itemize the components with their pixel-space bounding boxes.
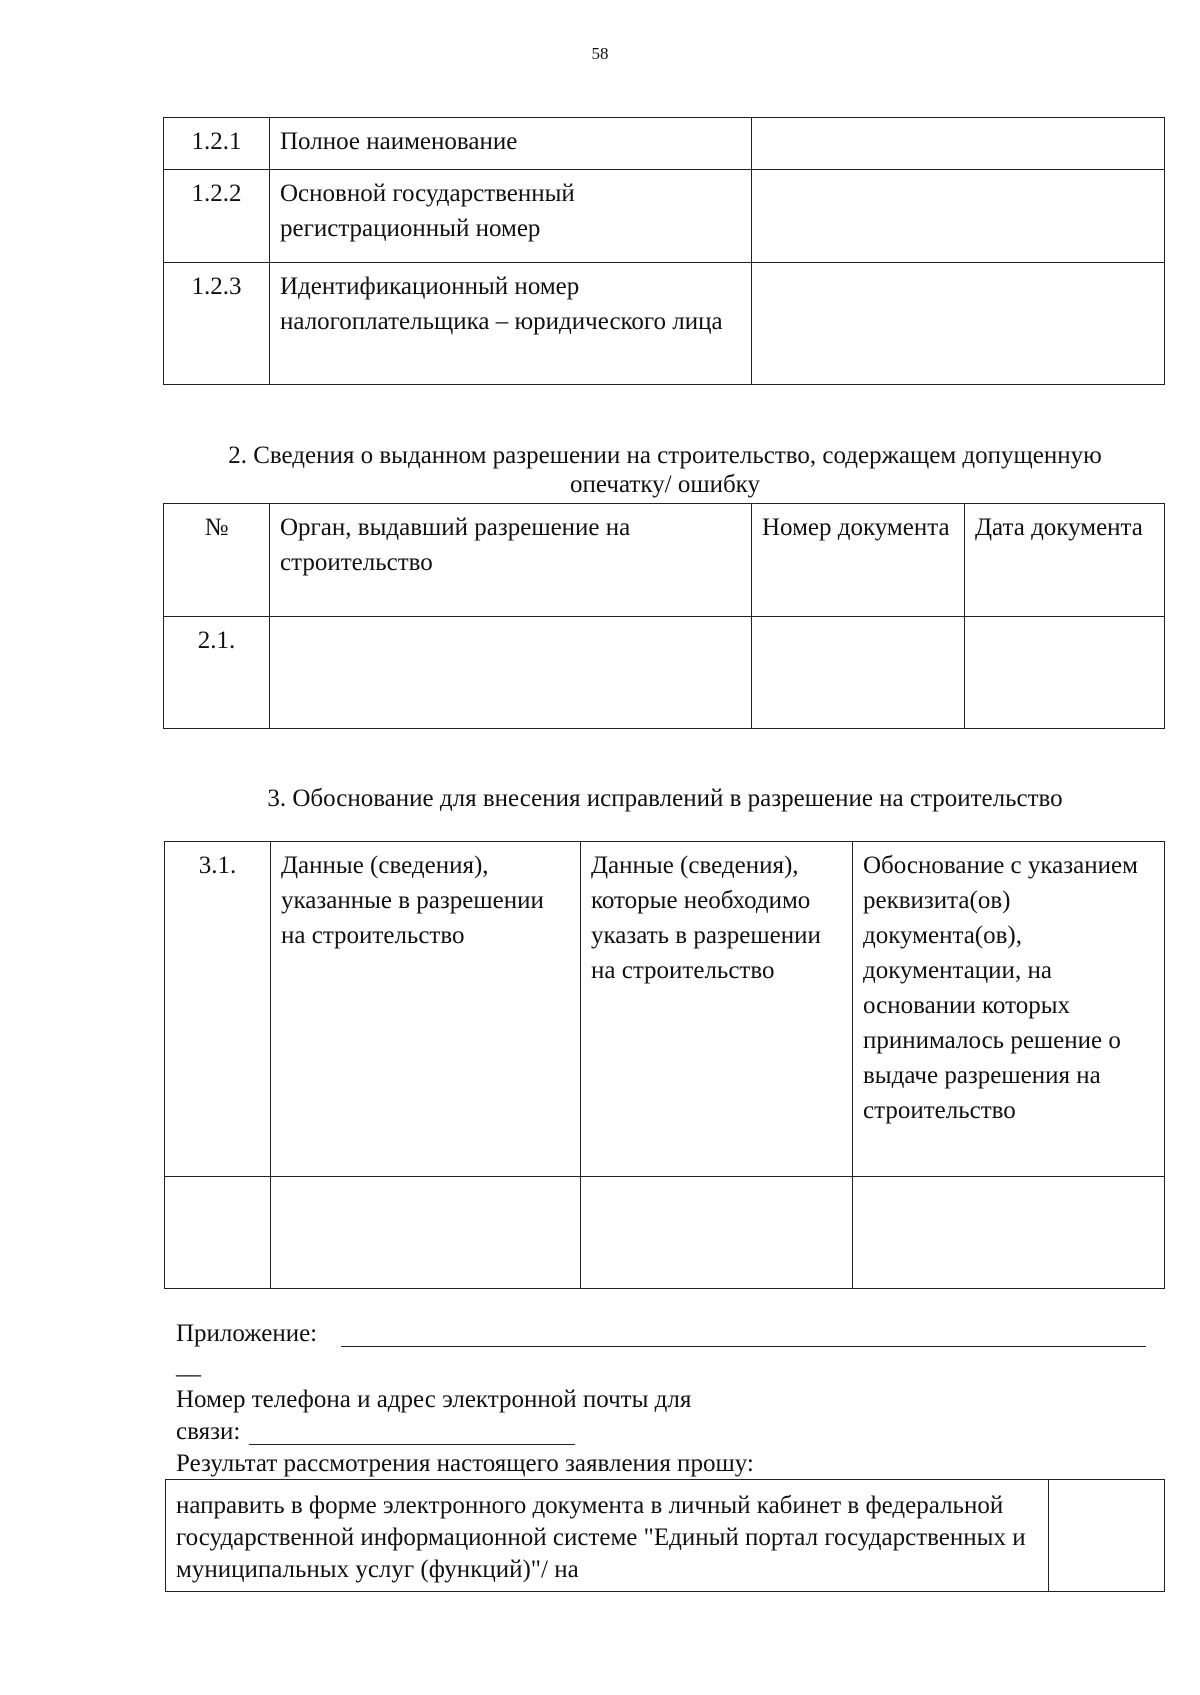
contact-input-line[interactable] xyxy=(249,1444,575,1445)
correction-grounds-table xyxy=(164,841,1165,1289)
column-header-justification: Обоснование с указанием реквизита(ов) документа(ов), документации, на основании которых принималось решение о выдаче разрешения на строительство xyxy=(853,842,1165,1177)
doc-number-cell[interactable] xyxy=(752,617,965,729)
result-option-checkbox[interactable] xyxy=(1049,1480,1165,1592)
value-cell[interactable] xyxy=(752,118,1165,170)
section-2-heading-line2: опечатку/ ошибку xyxy=(570,471,760,498)
column-header-number: № xyxy=(164,504,270,617)
contact-row xyxy=(176,1416,576,1450)
current-data-cell[interactable] xyxy=(271,1177,581,1289)
table-row xyxy=(164,617,1165,729)
section-2-heading-line1: 2. Сведения о выданном разрешении на строительство, содержащем допущенную xyxy=(228,442,1102,469)
contact-label: связи: xyxy=(176,1418,241,1445)
organ-cell[interactable] xyxy=(270,617,752,729)
table-row xyxy=(164,170,1165,263)
page-number: 58 xyxy=(591,44,609,63)
section-2-heading xyxy=(150,439,1180,501)
table-header-row xyxy=(165,842,1165,1177)
contact-line-1: Номер телефона и адрес электронной почты для xyxy=(176,1386,692,1413)
section-3-heading: 3. Обоснование для внесения исправлений в разрешение на строительство xyxy=(267,785,1063,812)
row-number: 2.1. xyxy=(164,617,270,729)
column-header-organ: Орган, выдавший разрешение на строительство xyxy=(270,504,752,617)
attachment-label: Приложение: xyxy=(176,1320,318,1347)
doc-date-cell[interactable] xyxy=(965,617,1165,729)
table-row xyxy=(165,1177,1165,1289)
table-row xyxy=(164,118,1165,170)
column-header-new-data: Данные (сведения), которые необходимо указать в разрешении на строительство xyxy=(581,842,853,1177)
row-label: Основной государственный регистрационный номер xyxy=(270,170,752,263)
result-option-text: направить в форме электронного документа в личный кабинет в федеральной государственной информационной системе "Единый портал государственных и муниципальных услуг (функций)"/ на xyxy=(166,1480,1049,1592)
row-number: 1.2.1 xyxy=(164,118,270,170)
column-header-doc-number: Номер документа xyxy=(752,504,965,617)
attachment-continuation: __ xyxy=(176,1352,201,1379)
row-label: Идентификационный номер налогоплательщика – юридического лица xyxy=(270,263,752,385)
applicant-details-table xyxy=(163,117,1165,385)
result-options-table xyxy=(165,1479,1165,1592)
attachment-row xyxy=(176,1318,1146,1352)
new-data-cell[interactable] xyxy=(581,1177,853,1289)
row-number: 1.2.3 xyxy=(164,263,270,385)
value-cell[interactable] xyxy=(752,263,1165,385)
value-cell[interactable] xyxy=(752,170,1165,263)
number-cell[interactable] xyxy=(165,1177,271,1289)
column-header-current-data: Данные (сведения), указанные в разрешении на строительство xyxy=(271,842,581,1177)
permit-details-table xyxy=(163,503,1165,729)
row-label: Полное наименование xyxy=(270,118,752,170)
column-header-number: 3.1. xyxy=(165,842,271,1177)
table-row xyxy=(164,263,1165,385)
justification-cell[interactable] xyxy=(853,1177,1165,1289)
result-label: Результат рассмотрения настоящего заявления прошу: xyxy=(176,1450,754,1477)
attachment-input-line[interactable] xyxy=(341,1346,1146,1347)
table-header-row xyxy=(164,504,1165,617)
column-header-doc-date: Дата документа xyxy=(965,504,1165,617)
row-number: 1.2.2 xyxy=(164,170,270,263)
table-row xyxy=(166,1480,1165,1592)
